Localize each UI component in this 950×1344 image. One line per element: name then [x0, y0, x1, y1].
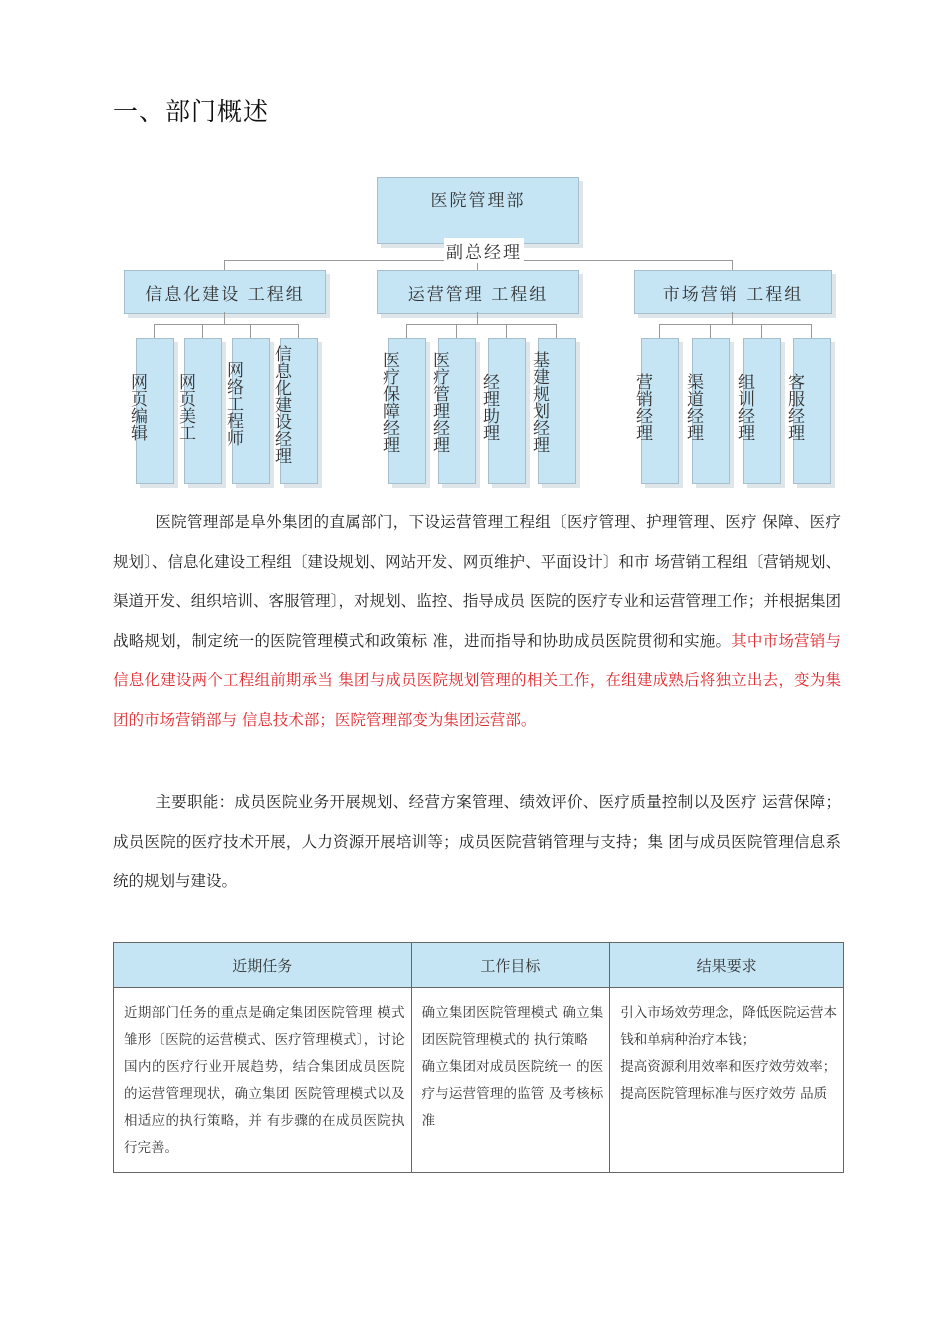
org-member-box: [127, 338, 174, 484]
connector: [659, 324, 660, 338]
org-member-label: 营销经理: [632, 373, 652, 441]
table-header-row: [114, 943, 844, 988]
org-group-label: 信息化建设 工程组: [145, 284, 305, 305]
org-group-box-marketing: [634, 270, 832, 314]
org-member-label: 网页编辑: [127, 373, 147, 441]
result-item: 提高资源利用效率和医疗效劳效率；: [620, 1059, 837, 1075]
org-member-label: 医疗管理经理: [429, 351, 449, 453]
org-member-label: 医疗保障经理: [379, 351, 399, 453]
org-member-label: 信息化建设经理: [271, 345, 291, 464]
connector: [659, 324, 811, 325]
intro-paragraph-highlight: 其中市场营销与信息化建设两个工程组前期承当 集团与成员医院规划管理的相关工作，在组建成熟后将独立出去，变为集团的市场营销部与 信息技术部；医院管理部变为集团运营部。: [113, 631, 841, 729]
table-row: [114, 988, 844, 1173]
tasks-table: [113, 942, 844, 1173]
result-item: 引入市场效劳理念，降低医院运营本钱和单病种治疗本钱；: [620, 1005, 837, 1048]
org-member-box: [632, 338, 679, 484]
org-member-box: [683, 338, 730, 484]
intro-paragraph-text: 医院管理部是阜外集团的直属部门，下设运营管理工程组〔医疗管理、护理管理、医疗 保障、医疗规划〕、信息化建设工程组〔建设规划、网站开发、网页维护、平面设计〕和市 场营销工程组〔营销规划、渠道开发、组织培训、客服管理〕，对规划、监控、指导成员 医院的医疗专业和运营管理工作；并根据集团战略规划，制定统一的医院管理模式和政策标 准，进而指导和协助成员医院贯彻和实施。: [113, 513, 841, 650]
org-chart: [0, 0, 950, 500]
intro-paragraph: [113, 503, 841, 740]
org-member-box: [223, 338, 270, 484]
connector: [710, 324, 711, 338]
org-group-label: 市场营销 工程组: [662, 284, 804, 305]
table-header-cell: 近期任务: [114, 943, 412, 988]
connector: [556, 324, 557, 338]
org-group-box-ops: [377, 270, 579, 314]
functions-paragraph-text: 主要职能：成员医院业务开展规划、经营方案管理、绩效评价、医疗质量控制以及医疗 运营保障；成员医院的医疗技术开展，人力资源开展培训等；成员医院营销管理与支持；集 团与成员医院管理信息系统的规划与建设。: [113, 793, 841, 890]
connector: [250, 324, 251, 338]
org-member-box: [734, 338, 781, 484]
org-member-label: 基建规划经理: [529, 351, 549, 453]
org-member-label: 组训经理: [734, 373, 754, 441]
org-member-box: [271, 338, 318, 484]
connector: [298, 324, 299, 338]
table-cell-task: [114, 988, 412, 1173]
org-root-label: 医院管理部: [430, 191, 526, 211]
org-root-box: [377, 177, 579, 244]
goal-item: 确立集团医院管理模式 确立集团医院管理模式的 执行策略: [421, 1005, 604, 1048]
org-member-label: 客服经理: [784, 373, 804, 441]
table-cell-goal: [411, 988, 610, 1173]
result-item: 提高医院管理标准与医疗效劳 品质: [620, 1086, 828, 1102]
table-header-cell: 工作目标: [411, 943, 610, 988]
connector: [224, 260, 225, 270]
org-group-label: 运营管理 工程组: [407, 284, 549, 305]
connector: [406, 324, 407, 338]
connector: [224, 312, 225, 324]
org-group-box-info: [124, 270, 326, 314]
connector: [811, 324, 812, 338]
org-member-label: 经理助理: [479, 373, 499, 441]
connector: [506, 324, 507, 338]
connector: [761, 324, 762, 338]
connector: [477, 312, 478, 324]
org-member-box: [529, 338, 576, 484]
goal-item: 确立集团对成员医院统一 的医疗与运营管理的监管 及考核标准: [421, 1059, 604, 1129]
connector: [154, 324, 299, 325]
org-member-box: [175, 338, 222, 484]
page-heading: 一、部门概述: [113, 97, 270, 126]
org-member-box: [379, 338, 426, 484]
connector: [732, 260, 733, 270]
org-member-label: 网络工程师: [223, 361, 243, 446]
connector: [732, 312, 733, 324]
table-cell-result: [610, 988, 844, 1173]
task-text: 近期部门任务的重点是确定集团医院管理 模式雏形〔医院的运营模式、医疗管理模式〕，讨论国内的医疗行业开展趋势，结合集团成员医院的运营管理现状，确立集团 医院管理模式以及相适应的执行策略，并 有步骤的在成员医院执行完善。: [124, 1005, 405, 1156]
table-header-cell: 结果要求: [610, 943, 844, 988]
functions-paragraph: [113, 783, 841, 902]
org-member-box: [784, 338, 831, 484]
org-sub-label: 副总经理: [444, 238, 524, 263]
org-member-box: [429, 338, 476, 484]
connector: [154, 324, 155, 338]
connector: [456, 324, 457, 338]
org-member-label: 渠道经理: [683, 373, 703, 441]
connector: [406, 324, 556, 325]
org-member-box: [479, 338, 526, 484]
org-member-label: 网页美工: [175, 373, 195, 441]
connector: [202, 324, 203, 338]
